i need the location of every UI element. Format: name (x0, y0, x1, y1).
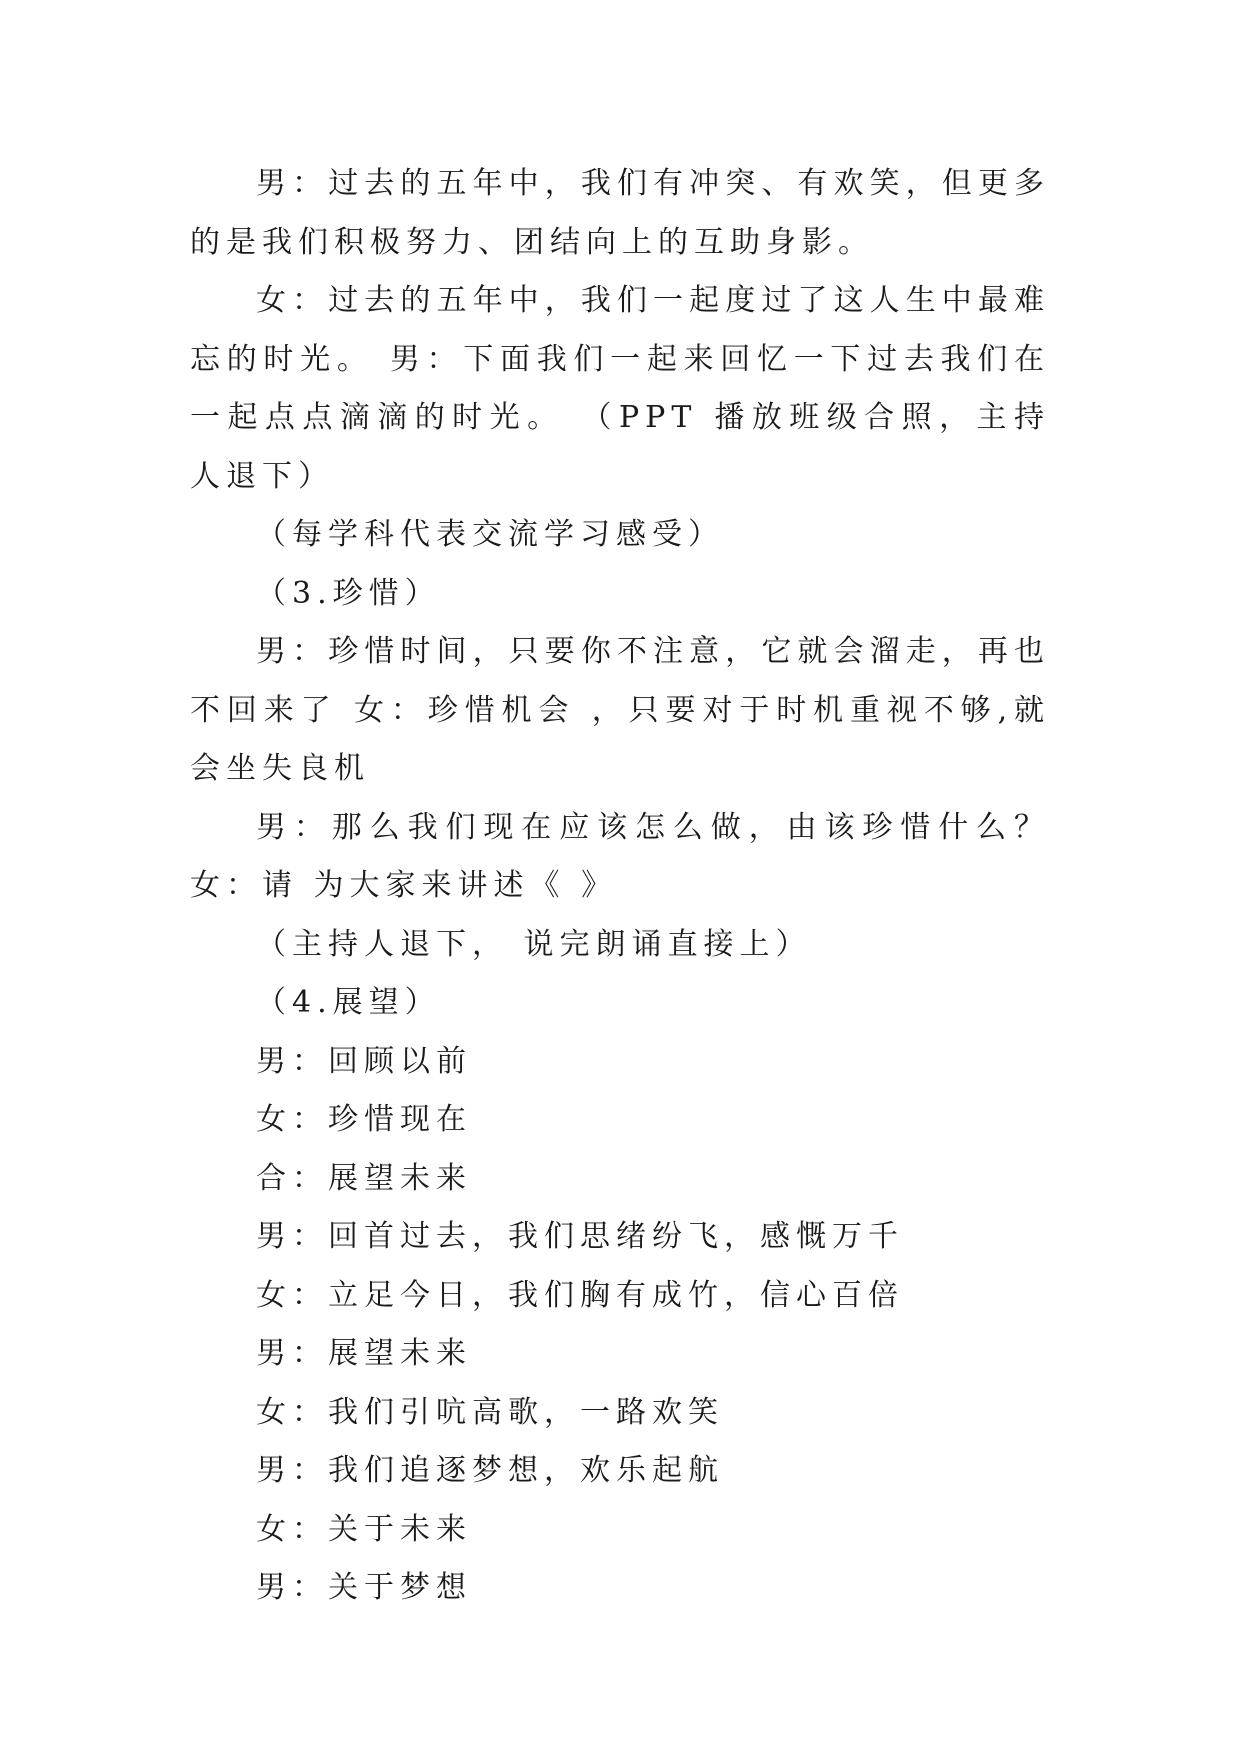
paragraph-6: 男：那么我们现在应该怎么做，由该珍惜什么？ 女：请 为大家来讲述《 》 (190, 809, 1066, 903)
paragraph-5: 男：珍惜时间，只要你不注意，它就会溜走，再也不回来了 女：珍惜机会 ，只要对于时机重视不够,就会坐失良机 (190, 634, 1050, 786)
document-page (190, 155, 1066, 1618)
paragraph-17: 女：关于未来 (256, 1511, 472, 1547)
paragraph-9: 男：回顾以前 (256, 1043, 472, 1079)
paragraph-2: 女：过去的五年中，我们一起度过了这人生中最难忘的时光。 男：下面我们一起来回忆一下过去我们在一起点点滴滴的时光。 （PPT 播放班级合照，主持人退下） (190, 283, 1050, 494)
paragraph-7: （主持人退下， 说完朗诵直接上） (256, 926, 812, 962)
paragraph-14: 男：展望未来 (256, 1336, 472, 1371)
paragraph-8: （4.展望） (256, 985, 441, 1020)
paragraph-12: 男：回首过去，我们思绪纷飞，感慨万千 (256, 1219, 904, 1254)
paragraph-16: 男：我们追逐梦想，欢乐起航 (256, 1453, 724, 1488)
paragraph-3: （每学科代表交流学习感受） (256, 517, 724, 552)
paragraph-15: 女：我们引吭高歌，一路欢笑 (256, 1394, 724, 1430)
paragraph-1: 男：过去的五年中，我们有冲突、有欢笑，但更多的是我们积极努力、团结向上的互助身影。 (190, 166, 1050, 260)
paragraph-11: 合：展望未来 (256, 1160, 472, 1196)
paragraph-13: 女：立足今日，我们胸有成竹，信心百倍 (256, 1277, 904, 1313)
paragraph-18: 男：关于梦想 (256, 1570, 472, 1605)
paragraph-10: 女：珍惜现在 (256, 1102, 472, 1137)
paragraph-4: （3.珍惜） (256, 575, 441, 611)
